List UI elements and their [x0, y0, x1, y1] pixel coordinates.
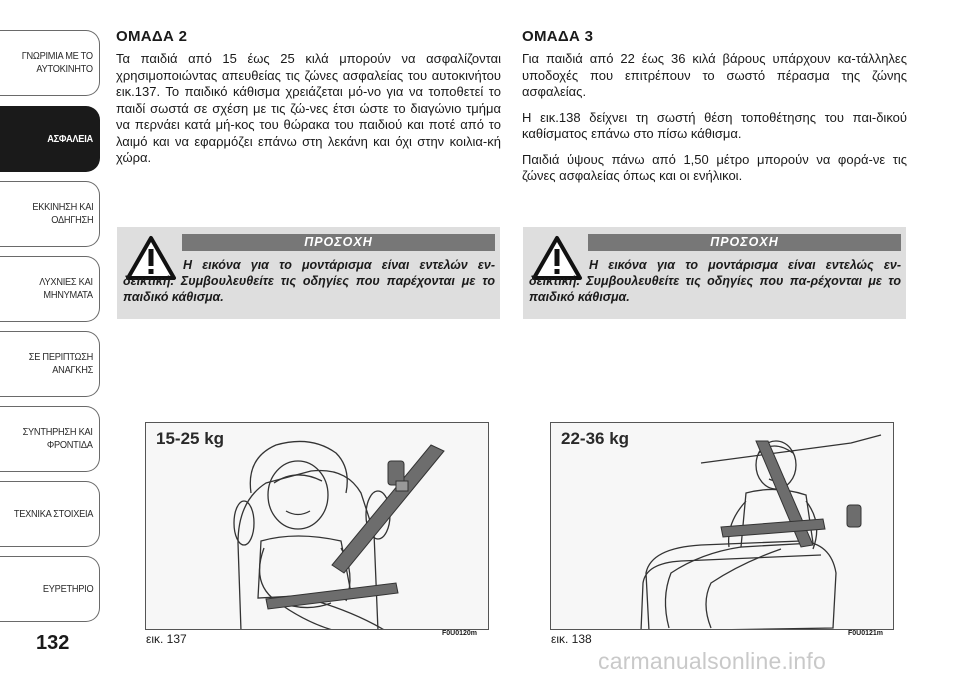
- weight-label: 15-25 kg: [156, 429, 225, 448]
- group3-paragraph-1: Για παιδιά από 22 έως 36 κιλά βάρους υπάρχουν κα-τάλληλες υποδοχές που επιτρέπουν το σωστό πέρασμα της ζώνης ασφαλείας.: [522, 51, 907, 99]
- warning-banner: ΠΡΟΣΟΧΗ: [588, 234, 901, 251]
- tab-lights-messages[interactable]: ΛΥΧΝΙΕΣ ΚΑΙ ΜΗΝΥΜΑΤΑ: [0, 256, 100, 322]
- figure-138-code: F0U0121m: [848, 630, 884, 637]
- figure-138: [550, 422, 894, 630]
- child-rear-seat-illustration: [551, 423, 894, 630]
- figure-137-caption: εικ. 137: [146, 632, 187, 646]
- weight-label: 22-36 kg: [561, 429, 630, 448]
- tab-emergency[interactable]: ΣΕ ΠΕΡΙΠΤΩΣΗ ΑΝΑΓΚΗΣ: [0, 331, 100, 397]
- watermark-text: carmanualsonline.info: [598, 648, 826, 674]
- group2-paragraph: Τα παιδιά από 15 έως 25 κιλά μπορούν να ασφαλίζονται χρησιμοποιώντας απευθείας τις ζώνες ασφαλείας του αυτοκινήτου εικ.137. Το παιδικό κάθισμα χρειάζεται μό-νο για να τοποθετεί το παιδί σωστά σε σχέση με τις ζώ-νες έτσι ώστε το διαγώνιο τμήμα να περνάει κατά μή-κος του θώρακα του παιδιού και ποτέ από το λαιμό και να εφαρμόζει επάνω στη λεκάνη και όχι στην κοιλια-κή χώρα.: [116, 51, 501, 165]
- tab-safety[interactable]: ΑΣΦΑΛΕΙΑ: [0, 106, 100, 172]
- figure-137: [145, 422, 489, 630]
- tab-starting-driving[interactable]: ΕΚΚΙΝΗΣΗ ΚΑΙ ΟΔΗΓΗΣΗ: [0, 181, 100, 247]
- page-number: 132: [36, 632, 70, 654]
- group3-title: ΟΜΑΔΑ 3: [522, 28, 594, 45]
- group2-title: ΟΜΑΔΑ 2: [116, 28, 188, 45]
- group2-warning-box: [117, 227, 500, 319]
- group3-warning-box: [523, 227, 906, 319]
- group3-paragraph-3: Παιδιά ύψους πάνω από 1,50 μέτρο μπορούν να φορά-νε τις ζώνες ασφαλείας όπως και οι ενήλικοι.: [522, 151, 907, 183]
- warning-text: Η εικόνα για το μοντάρισμα είναι εντελών εν-δεικτική. Συμβουλευθείτε τις οδηγίες που παρέχονται με το παιδικό κάθισμα.: [123, 258, 495, 304]
- tab-getting-to-know-car[interactable]: ΓΝΩΡΙΜΙΑ ΜΕ ΤΟ ΑΥΤΟΚΙΝΗΤΟ: [0, 30, 100, 96]
- group3-paragraph-2: Η εικ.138 δείχνει τη σωστή θέση τοποθέτησης του παι-δικού καθίσματος επάνω στο πίσω κάθισμα.: [522, 109, 907, 141]
- tab-maintenance[interactable]: ΣΥΝΤΗΡΗΣΗ ΚΑΙ ΦΡΟΝΤΙΔΑ: [0, 406, 100, 472]
- figure-137-code: F0U0120m: [442, 630, 478, 637]
- group2-section: [116, 28, 501, 167]
- group3-section: [522, 28, 907, 185]
- tab-technical-data[interactable]: ΤΕΧΝΙΚΑ ΣΤΟΙΧΕΙΑ: [0, 481, 100, 547]
- child-booster-seat-illustration: [146, 423, 489, 630]
- chapter-sidebar: [0, 0, 104, 677]
- figure-138-caption: εικ. 138: [551, 632, 592, 646]
- warning-banner: ΠΡΟΣΟΧΗ: [182, 234, 495, 251]
- warning-text: Η εικόνα για το μοντάρισμα είναι εντελώς εν-δεικτική. Συμβουλευθείτε τις οδηγίες που πα-ρέχονται με το παιδικό κάθισμα.: [529, 258, 901, 304]
- tab-index[interactable]: ΕΥΡΕΤΗΡΙΟ: [0, 556, 100, 622]
